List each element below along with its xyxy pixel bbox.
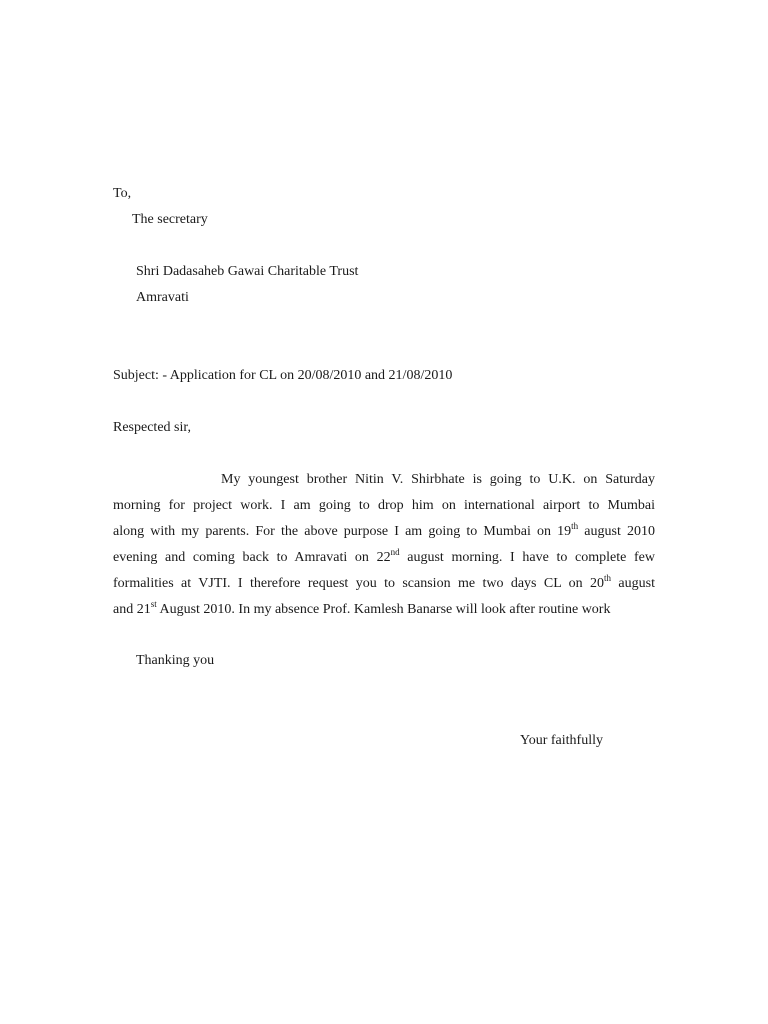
body-line-3-end: august 2010 bbox=[578, 524, 655, 539]
letter-body bbox=[113, 467, 655, 623]
body-line-6-end: August 2010. In my absence Prof. Kamlesh Banarse will look after routine work bbox=[156, 602, 611, 617]
recipient-title: The secretary bbox=[132, 212, 208, 227]
ordinal-suffix: th bbox=[604, 573, 612, 583]
body-line-6-text: and 21 bbox=[113, 602, 151, 617]
body-line-1: My youngest brother Nitin V. Shirbhate is going to U.K. on Saturday bbox=[221, 472, 655, 487]
ordinal-suffix: nd bbox=[390, 547, 400, 557]
body-line-6 bbox=[113, 597, 655, 623]
recipient-organization: Shri Dadasaheb Gawai Charitable Trust bbox=[136, 264, 359, 279]
body-line-5-text: formalities at VJTI. I therefore request you to scansion me two days CL on 20 bbox=[113, 576, 605, 591]
recipient-city: Amravati bbox=[136, 290, 189, 305]
body-line-5 bbox=[113, 571, 655, 597]
body-line-2: morning for project work. I am going to drop him on international airport to Mumbai bbox=[113, 498, 655, 513]
body-line-4-text: evening and coming back to Amravati on 22 bbox=[113, 550, 391, 565]
address-to: To, bbox=[113, 186, 132, 201]
ordinal-suffix: th bbox=[571, 521, 579, 531]
ordinal-suffix: st bbox=[150, 599, 157, 609]
body-line-4 bbox=[113, 545, 655, 571]
body-line-3 bbox=[113, 519, 655, 545]
body-line-4-end: august morning. I have to complete few bbox=[399, 550, 655, 565]
salutation: Respected sir, bbox=[113, 420, 191, 435]
letter-subject: Subject: - Application for CL on 20/08/2010 and 21/08/2010 bbox=[113, 368, 453, 383]
body-line-3-text: along with my parents. For the above purpose I am going to Mumbai on 19 bbox=[113, 524, 572, 539]
thanking-line: Thanking you bbox=[136, 653, 215, 668]
body-line-5-end: august bbox=[611, 576, 655, 591]
closing-line: Your faithfully bbox=[520, 733, 603, 748]
